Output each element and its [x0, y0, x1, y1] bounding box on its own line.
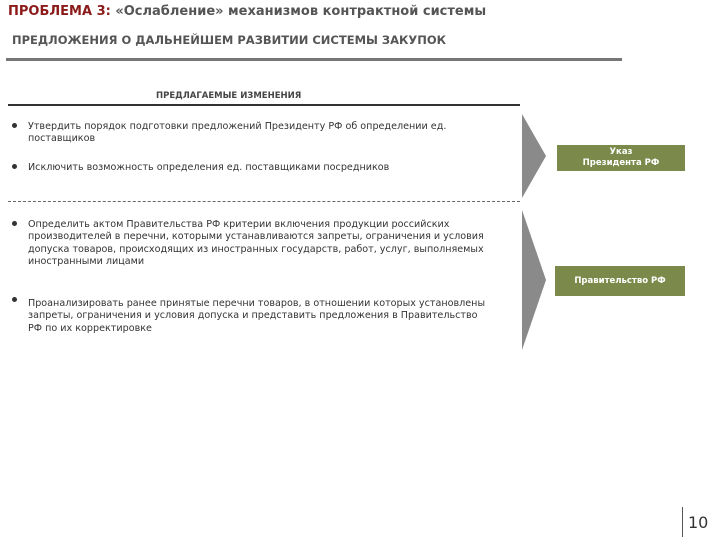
section-divider: [8, 104, 520, 106]
bullet-dot: [12, 164, 17, 169]
slide-subtitle: ПРЕДЛОЖЕНИЯ О ДАЛЬНЕЙШЕМ РАЗВИТИИ СИСТЕМЫ ЗАКУПОК: [12, 33, 447, 47]
slide-title: [8, 4, 486, 19]
page-number: 10: [688, 513, 709, 532]
result-box-president-decree: [557, 145, 685, 171]
title-divider: [6, 58, 622, 61]
result-label: Указ Президента РФ: [582, 147, 660, 168]
section-heading: ПРЕДЛАГАЕМЫЕ ИЗМЕНЕНИЯ: [156, 91, 302, 101]
chevron-arrow-icon: [522, 210, 546, 350]
problem-number: ПРОБЛЕМА 3:: [8, 4, 111, 19]
proposal-item: Утвердить порядок подготовки предложений Президенту РФ об определении ед. поставщиков: [28, 121, 447, 145]
result-box-government: [555, 266, 685, 296]
proposal-item: Проанализировать ранее принятые перечни товаров, в отношении которых установлены запреты, ограничения и условия допуска и представить предложения в Правительство РФ по их корректировке: [28, 298, 486, 334]
proposal-item: Исключить возможность определения ед. поставщиками посредников: [28, 162, 390, 173]
group-separator: [8, 201, 520, 202]
page-number-divider: [682, 507, 683, 537]
result-label: Правительство РФ: [574, 275, 666, 286]
bullet-dot: [12, 297, 17, 302]
chevron-arrow-icon: [522, 114, 546, 198]
problem-title: «Ослабление» механизмов контрактной системы: [115, 4, 487, 19]
bullet-dot: [12, 221, 17, 226]
proposal-item: Определить актом Правительства РФ критерии включения продукции российских производителей в перечни, которыми устанавливаются запреты, ограничения и условия допуска товаров, происходящих из иностранных государств, работ, услуг, выполняемых иностранными лицами: [28, 219, 484, 267]
bullet-dot: [12, 123, 17, 128]
